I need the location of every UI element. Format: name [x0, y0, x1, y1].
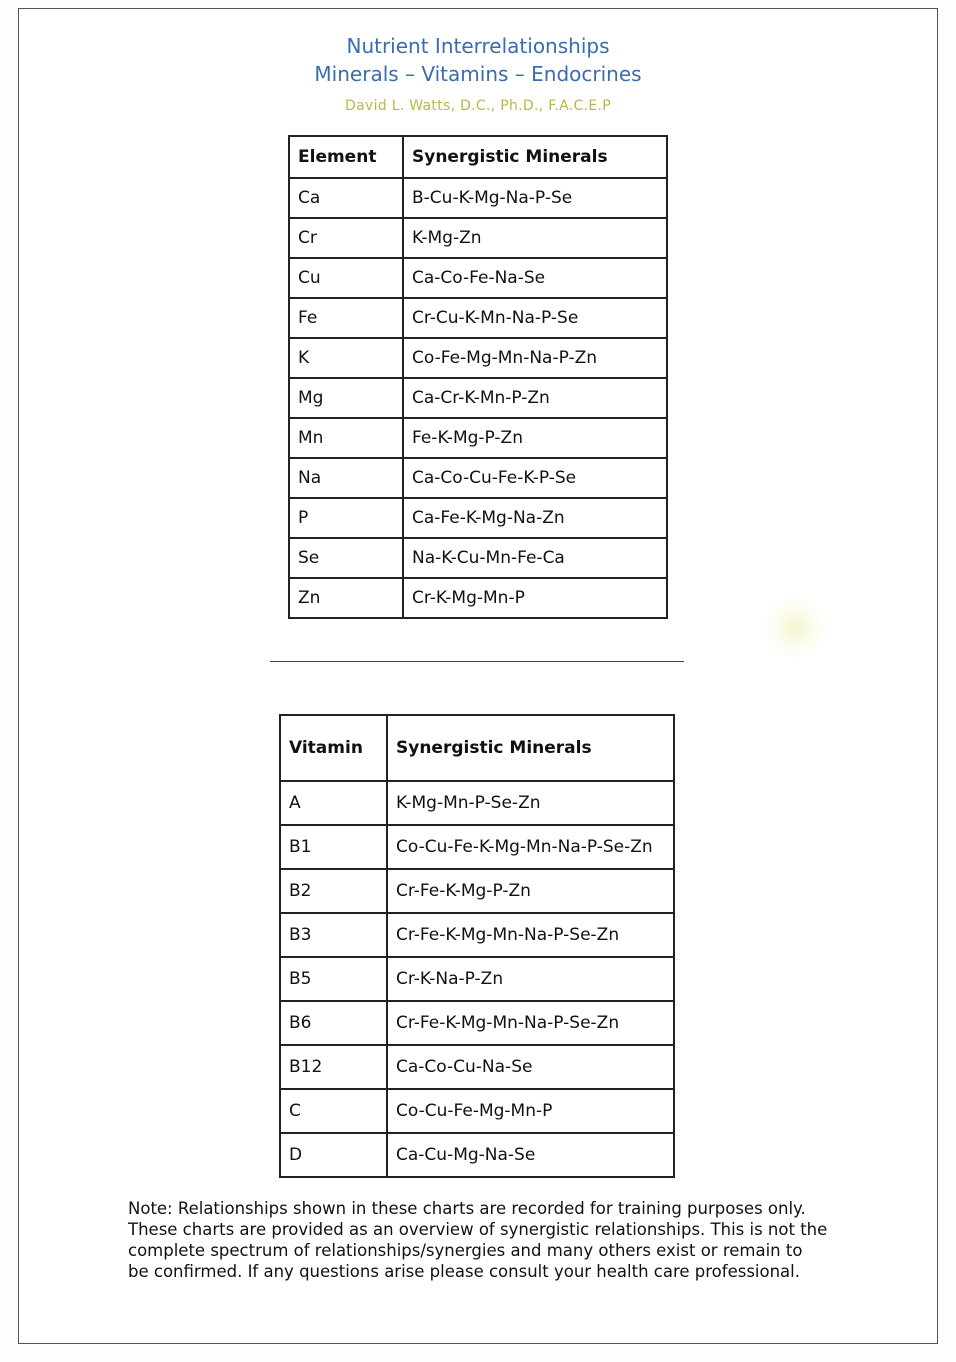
element-cell: Zn [289, 578, 403, 618]
synergistic-minerals-cell: Cr-K-Mg-Mn-P [403, 578, 667, 618]
synergistic-minerals-cell: B-Cu-K-Mg-Na-P-Se [403, 178, 667, 218]
author-line: David L. Watts, D.C., Ph.D., F.A.C.E.P [345, 98, 611, 114]
synergistic-minerals-cell: K-Mg-Mn-P-Se-Zn [387, 781, 674, 825]
vitamin-column-header: Vitamin [280, 715, 387, 781]
table-row [280, 1045, 674, 1089]
table-row [289, 418, 667, 458]
element-cell: Cu [289, 258, 403, 298]
document-subtitle: Minerals – Vitamins – Endocrines [314, 62, 642, 86]
synergistic-minerals-cell: K-Mg-Zn [403, 218, 667, 258]
element-cell: Na [289, 458, 403, 498]
table-row [280, 913, 674, 957]
table-row [280, 957, 674, 1001]
table-row [280, 1001, 674, 1045]
table-row [289, 258, 667, 298]
table-row [289, 578, 667, 618]
section-divider [270, 661, 684, 662]
synergistic-minerals-cell: Co-Cu-Fe-Mg-Mn-P [387, 1089, 674, 1133]
vitamin-cell: B2 [280, 869, 387, 913]
synergistic-minerals-column-header: Synergistic Minerals [403, 136, 667, 178]
synergistic-minerals-cell: Ca-Cu-Mg-Na-Se [387, 1133, 674, 1177]
element-cell: Cr [289, 218, 403, 258]
synergistic-minerals-cell: Ca-Co-Fe-Na-Se [403, 258, 667, 298]
synergistic-minerals-cell: Na-K-Cu-Mn-Fe-Ca [403, 538, 667, 578]
table-row [280, 1089, 674, 1133]
vitamin-cell: C [280, 1089, 387, 1133]
vitamin-cell: D [280, 1133, 387, 1177]
table-header-row [280, 715, 674, 781]
synergistic-minerals-cell: Cr-Fe-K-Mg-Mn-Na-P-Se-Zn [387, 913, 674, 957]
synergistic-minerals-cell: Ca-Co-Cu-Fe-K-P-Se [403, 458, 667, 498]
synergistic-minerals-cell: Cr-K-Na-P-Zn [387, 957, 674, 1001]
table-row [280, 781, 674, 825]
synergistic-minerals-cell: Cr-Fe-K-Mg-P-Zn [387, 869, 674, 913]
synergistic-minerals-cell: Cr-Cu-K-Mn-Na-P-Se [403, 298, 667, 338]
synergistic-minerals-cell: Cr-Fe-K-Mg-Mn-Na-P-Se-Zn [387, 1001, 674, 1045]
table-row [289, 178, 667, 218]
table-row [289, 458, 667, 498]
mineral-synergy-table [288, 135, 668, 619]
table-row [289, 218, 667, 258]
element-cell: P [289, 498, 403, 538]
element-cell: Se [289, 538, 403, 578]
synergistic-minerals-cell: Co-Fe-Mg-Mn-Na-P-Zn [403, 338, 667, 378]
table-row [289, 378, 667, 418]
table-row [289, 538, 667, 578]
synergistic-minerals-cell: Ca-Fe-K-Mg-Na-Zn [403, 498, 667, 538]
table-row [280, 1133, 674, 1177]
synergistic-minerals-cell: Ca-Cr-K-Mn-P-Zn [403, 378, 667, 418]
synergistic-minerals-cell: Co-Cu-Fe-K-Mg-Mn-Na-P-Se-Zn [387, 825, 674, 869]
element-cell: Ca [289, 178, 403, 218]
synergistic-minerals-cell: Fe-K-Mg-P-Zn [403, 418, 667, 458]
synergistic-minerals-cell: Ca-Co-Cu-Na-Se [387, 1045, 674, 1089]
table-row [280, 869, 674, 913]
vitamin-cell: B1 [280, 825, 387, 869]
synergistic-minerals-column-header: Synergistic Minerals [387, 715, 674, 781]
vitamin-cell: B12 [280, 1045, 387, 1089]
element-cell: Fe [289, 298, 403, 338]
element-column-header: Element [289, 136, 403, 178]
vitamin-cell: A [280, 781, 387, 825]
paper-smudge [760, 598, 830, 658]
vitamin-cell: B3 [280, 913, 387, 957]
element-cell: Mn [289, 418, 403, 458]
table-header-row [289, 136, 667, 178]
vitamin-cell: B6 [280, 1001, 387, 1045]
table-row [289, 498, 667, 538]
table-row [289, 338, 667, 378]
element-cell: K [289, 338, 403, 378]
vitamin-cell: B5 [280, 957, 387, 1001]
table-row [280, 825, 674, 869]
document-title: Nutrient Interrelationships [346, 34, 610, 58]
vitamin-synergy-table [279, 714, 675, 1178]
table-row [289, 298, 667, 338]
disclaimer-note: Note: Relationships shown in these charts are recorded for training purposes only. These charts are provided as an overview of synergistic relationships. This is not the complete spectrum of relationships/synergies and many others exist or remain to be confirmed. If any questions arise please consult your health care professional. [128, 1199, 828, 1281]
element-cell: Mg [289, 378, 403, 418]
